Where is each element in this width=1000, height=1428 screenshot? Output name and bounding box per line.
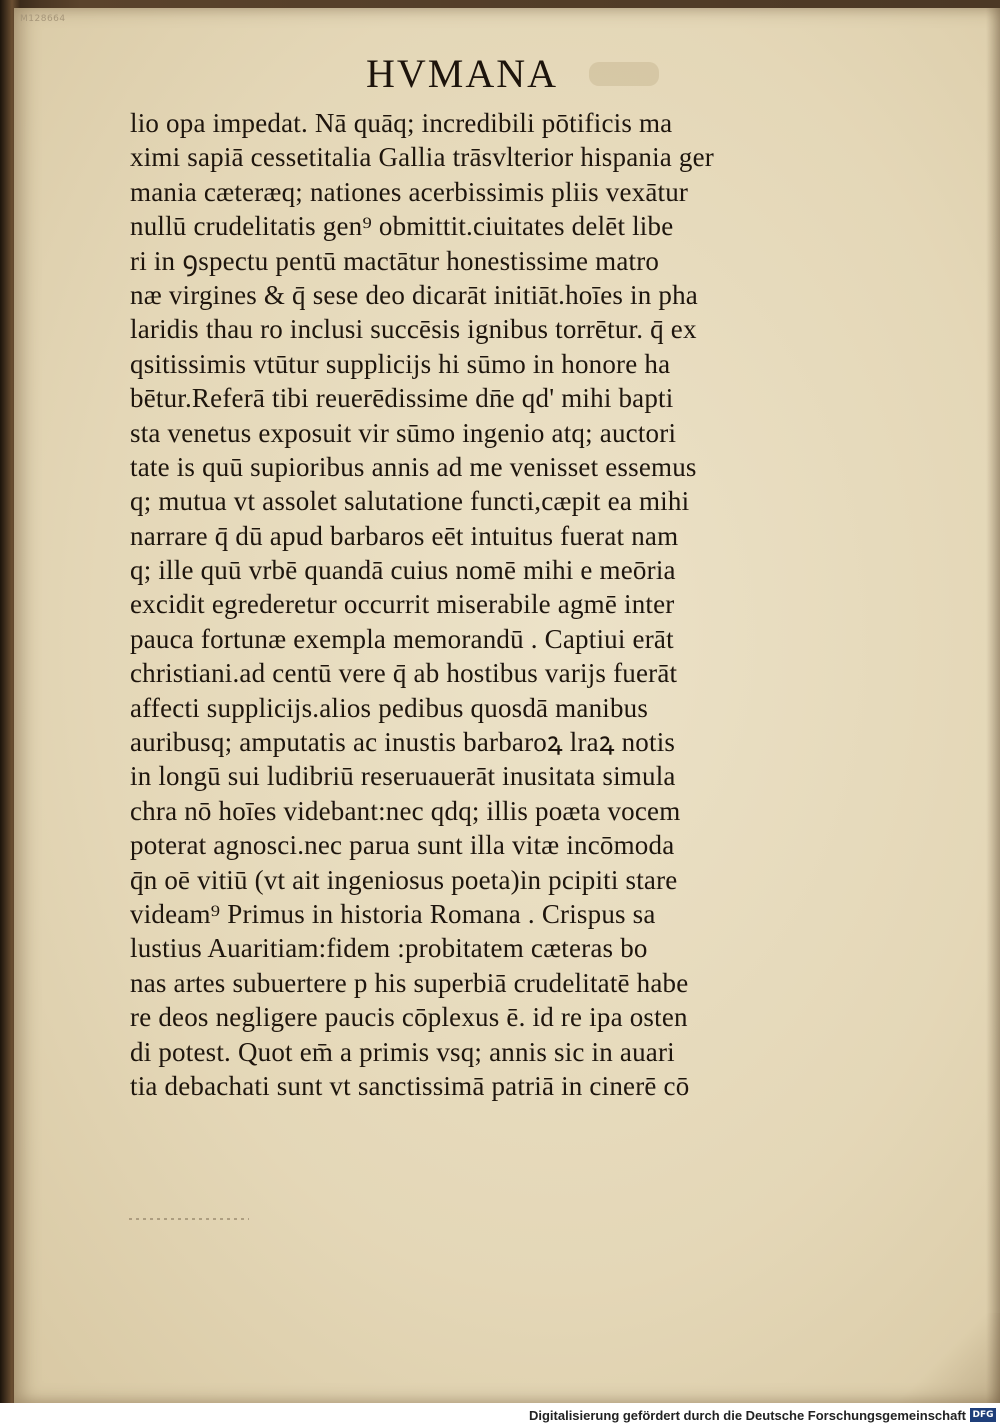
text-line: narrare q̄ dū apud barbaros eēt intuitus fuerat nam	[130, 520, 679, 551]
scanned-page	[14, 8, 1000, 1403]
text-line: re deos negligere paucis cōplexus ē. id re ipa osten	[130, 1002, 688, 1033]
text-line: nas artes subuertere p his superbiā crudelitatē habe	[130, 967, 689, 998]
text-line: chra nō hoīes videbant:nec qdq; illis poæta vocem	[130, 795, 681, 826]
text-block	[130, 106, 820, 1103]
text-line: excidit egrederetur occurrit miserabile agmē inter	[130, 589, 675, 620]
text-line: tia debachati sunt vt sanctissimā patriā in cinerē cō	[130, 1070, 690, 1101]
text-line: næ virgines & q̄ sese deo dicarāt initiāt.hoīes in pha	[130, 279, 698, 310]
text-line: lio opa impedat. Nā quāq; incredibili pōtificis ma	[130, 108, 673, 138]
funding-credit: Digitalisierung gefördert durch die Deutsche Forschungsgemeinschaft	[528, 1408, 966, 1423]
text-line: sta venetus exposuit vir sūmo ingenio atq; auctori	[130, 417, 677, 448]
text-line: poterat agnosci.nec parua sunt illa vitæ incōmoda	[130, 830, 675, 861]
bleed-through-mark	[589, 62, 659, 86]
text-line: tate is quū supioribus annis ad me venisset essemus	[130, 451, 697, 482]
text-line: qsitissimis vtūtur supplicijs hi sūmo in honore ha	[130, 348, 671, 379]
text-line: ximi sapiā cessetitalia Gallia trāsvlterior hispania ger	[130, 142, 715, 173]
text-line: pauca fortunæ exempla memorandū . Captiui erāt	[130, 623, 674, 654]
text-line: lustius Auaritiam:fidem :probitatem cæteras bo	[130, 933, 648, 964]
page-smudge	[129, 1218, 249, 1220]
shelfmark-stamp: M128664	[20, 14, 66, 24]
text-line: bētur.Referā tibi reuerēdissime dn̄e qd' mihi bapti	[130, 383, 674, 414]
page-corner-shadow	[880, 1313, 1000, 1403]
text-line: q; ille quū vrbē quandā cuius nomē mihi e meōria	[130, 555, 676, 586]
text-line: christiani.ad centū vere q̄ ab hostibus varijs fuerāt	[130, 658, 678, 689]
running-head: HVMANA	[366, 51, 558, 96]
dfg-logo-icon: DFG	[970, 1408, 996, 1422]
text-line: affecti supplicijs.alios pedibus quosdā manibus	[130, 692, 649, 723]
text-line: laridis thau ro inclusi succēsis ignibus torrētur. q̄ ex	[130, 314, 697, 345]
text-line: di potest. Quot em̄ a primis vsq; annis sic in auari	[130, 1036, 675, 1067]
text-line: nullū crudelitatis gen⁹ obmittit.ciuitates delēt libe	[130, 211, 674, 242]
text-line: in longū sui ludibriū reseruauerāt inusitata simula	[130, 761, 676, 792]
text-line: mania cæteræq; nationes acerbissimis pliis vexātur	[130, 176, 689, 207]
text-line: ri in ꝯspectu pentū mactātur honestissime matro	[130, 245, 660, 276]
text-line: auribusq; amputatis ac inustis barbaroꝝ lraꝝ notis	[130, 727, 676, 758]
text-line: videam⁹ Primus in historia Romana . Crispus sa	[130, 898, 656, 929]
digitization-footer	[0, 1403, 1000, 1428]
text-line: q̄n oē vitiū (vt ait ingeniosus poeta)in pcipiti stare	[130, 864, 678, 895]
text-line: q; mutua vt assolet salutatione functi,cæpit ea mihi	[130, 486, 690, 517]
